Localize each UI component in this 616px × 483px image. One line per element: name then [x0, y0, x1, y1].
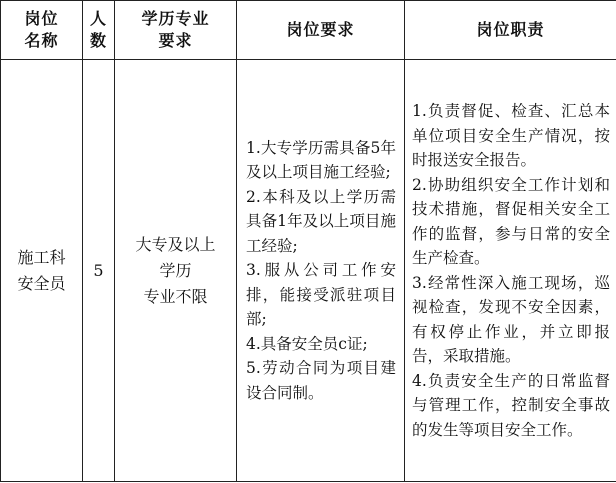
header-education: 学历专业 要求	[115, 1, 237, 60]
duty-item: 3.经常性深入施工现场，巡视检查，发现不安全因素，有权停止作业，并立即报告，采取措施。	[412, 273, 610, 365]
cell-position-name: 施工科 安全员	[1, 60, 83, 482]
requirement-item: 1.大专学历需具备5年及以上项目施工经验;	[246, 138, 396, 182]
cell-headcount: 5	[83, 60, 115, 482]
header-row	[1, 1, 616, 60]
header-position-name: 岗位 名称	[1, 1, 83, 60]
header-duties: 岗位职责	[405, 1, 616, 60]
cell-requirements	[237, 60, 405, 482]
duty-item: 4.负责安全生产的日常监督与管理工作，控制安全事故的发生等项目安全工作。	[412, 371, 610, 439]
duty-item: 1.负责督促、检查、汇总本单位项目安全生产情况，按时报送安全报告。	[412, 102, 610, 169]
requirement-item: 5.劳动合同为项目建设合同制。	[246, 359, 396, 402]
requirement-item: 2.本科及以上学历需具备1年及以上项目施工经验;	[246, 187, 396, 255]
requirement-item: 3.服从公司工作安排，能接受派驻项目部;	[246, 261, 396, 329]
header-requirements: 岗位要求	[237, 1, 405, 60]
cell-duties	[405, 60, 616, 482]
cell-education: 大专及以上 学历 专业不限	[115, 60, 237, 482]
requirement-item: 4.具备安全员c证;	[246, 334, 368, 353]
table-row	[1, 60, 616, 482]
duty-item: 2.协助组织安全工作计划和技术措施，督促相关安全工作的监督，参与日常的安全生产检查。	[412, 175, 610, 267]
header-headcount: 人 数	[83, 1, 115, 60]
